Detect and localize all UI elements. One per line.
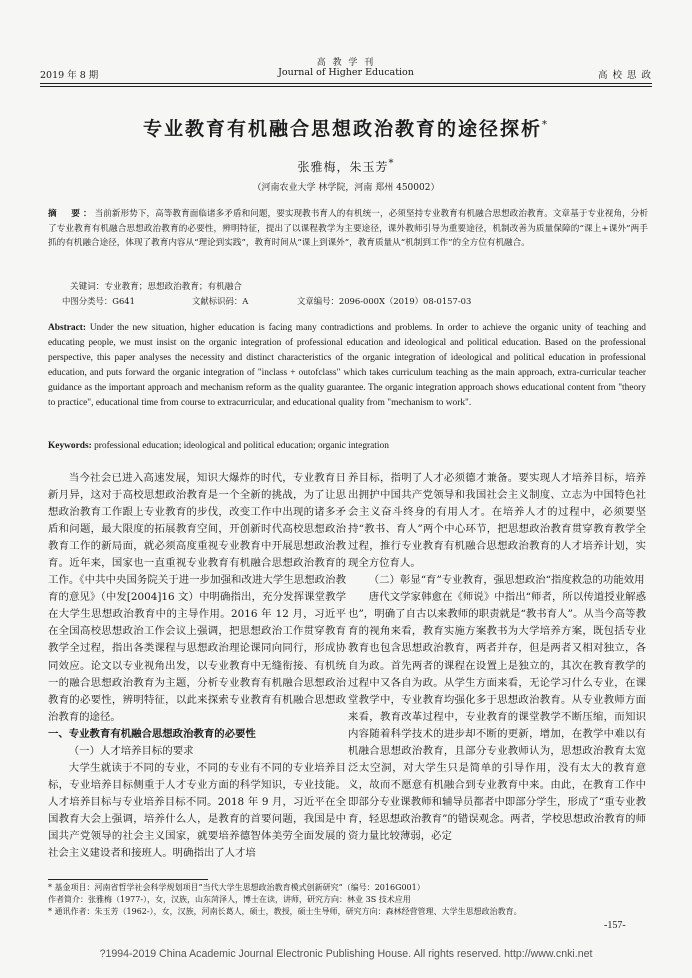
abstract-label-cn: 摘 要： <box>48 209 95 219</box>
section-heading: 一、专业教育有机融合思想政治教育的必要性 <box>48 727 256 740</box>
chinese-abstract <box>48 207 648 251</box>
header-rule-thin <box>40 86 652 87</box>
keywords-text-en: professional education; ideological and political education; organic integration <box>91 441 389 451</box>
abstract-label-en: Abstract: <box>48 323 87 333</box>
running-header <box>40 67 652 81</box>
journal-name-cn: 高 教 学 刊 <box>316 58 376 68</box>
body-paragraph: 养目标，指明了人才必须德才兼备。要实现人才培养目标，培养出拥护中国共产党领导和我国社会主义制度、立志为中国特色社会主义奋斗终身的有用人才。在培养人才的过程中，必须要坚持“教书、育人”两个中心环节，把思想政治教育贯穿教育教学全过程，推行专业教育有机融合思想政治教育的人才培养计划，实现全方位育人。 <box>348 472 646 570</box>
subsection-heading: （一）人才培养目标的要求 <box>68 744 194 757</box>
article-number: 文章编号：2096-000X（2019）08-0157-03 <box>297 296 472 306</box>
footnote-author: 作者简介：张雅梅（1977-），女，汉族，山东菏泽人，博士在读，讲师，研究方向：林业 3S 技术应用 <box>48 894 411 904</box>
article-title <box>0 114 692 141</box>
footnote-corresponding: * 通讯作者：朱玉芳（1962-），女，汉族，河南长葛人，硕士，教授，硕士生导师，研究方向：森林经营管理、大学生思想政治教育。 <box>48 906 522 916</box>
document-code: 文献标识码：A <box>192 296 249 306</box>
keywords-label-en: Keywords: <box>48 441 92 451</box>
title-text: 专业教育有机融合思想政治教育的途径探析 <box>142 118 542 140</box>
body-column-left <box>48 470 346 862</box>
body-column-right <box>348 470 646 845</box>
author-line <box>0 158 692 175</box>
header-rule-thick <box>40 83 652 84</box>
issue-label: 2019 年 8 期 <box>40 70 99 81</box>
author-footnote-mark: * <box>388 158 395 169</box>
abstract-text-cn: 当前新形势下，高等教育面临诸多矛盾和问题，要实现教书育人的有机统一，必须坚持专业教育有机融合思想政治教育。文章基于专业视角，分析了专业教育有机融合思想政治教育的必要性，辨明特征，提出了以课程教学为主要途径，课外教师引导为重要途径，机制改善为质量保障的“课上+课外”两手抓的有机融合途径，体现了教育内容从“理论到实践”，教育时间从“课上到课外”，教育质量从“机制到工作”的全方位有机融合。 <box>48 209 648 249</box>
column-label: 高 校 思 政 <box>597 70 652 81</box>
body-paragraph: 当今社会已进入高速发展，知识大爆炸的时代，专业教育日新月异，这对于高校思想政治教育是一个全新的挑战，为了让思想政治教育工作跟上专业教育的步伐，改变工作中出现的诸多矛盾和问题，最大限度的拓展教育空间，开创新时代高校思想政治教育工作的新局面，就必须高度重视专业教育中开展思想政治教育。近年来，国家也一直重视专业教育有机融合思想政治教育的工作。《中共中央国务院关于进一步加强和改进大学生思想政治教育的意见》（中发[2004]16 文）中明确指出，充分发挥课堂教学在大学生思想政治教育中的主导作用。2016 年 12 月，习近平在全国高校思想政治工作会议上强调，把思想政治工作贯穿教育教学全过程，指出各类课程与思想政治理论课同向同行，形成协同效应。论文以专业视角出发，以专业教育中无缝衔接、有机统一的融合思想政治教育为主题，分析专业教育有机融合思想政治教育的必要性，辨明特征，以此来探索专业教育有机融合思想政治教育的途径。 <box>48 472 346 723</box>
english-keywords <box>48 441 646 451</box>
journal-name-en: Journal of Higher Education <box>278 67 414 78</box>
title-footnote-mark: * <box>542 119 549 131</box>
body-paragraph: 大学生就读于不同的专业，不同的专业有不同的专业培养目标，专业培养目标侧重于人才专业方面的科学知识，专业技能。人才培养目标与专业培养目标不同。2018 年 9 月，习近平在全国教育大会上强调，培养什么人，是教育的首要问题，我国是中国共产党领导的社会主义国家，就要培养德智体美劳全面发展的社会主义建设者和接班人。明确指出了人才培 <box>48 761 346 860</box>
page-number: -157- <box>604 920 626 931</box>
clc-number: 中图分类号：G641 <box>62 296 135 306</box>
body-paragraph: 唐代文学家韩愈在《师说》中指出“师者，所以传道授业解惑也”，明确了自古以来教师的职责就是“教书育人”。从当今高等教育的视角来看，教育实施方案教书为大学培养方案，既包括专业教育也包含思想政治教育，两者并存，但是两者又相对独立，各自为政。首先两者的课程在设置上是独立的，其次在教育教学的过程中又各自为政。从学生方面来看，无论学习什么专业，在课堂教学中，专业教育均强化多于思想政治教育。从专业教师方面来看，教育改革过程中，专业教育的课堂教学不断压缩，而知识内容随着科学技术的进步却不断的更新，增加，在教学中难以有机融合思想政治教育，且部分专业教师认为，思想政治教育太宽泛太空洞，对大学生只是简单的引导作用，没有太大的教育意义，故而不愿意有机融合到专业教育中来。由此，在教育工作中即部分专业课教师和辅导员都者中即部分学生，形成了“重专业教育，轻思想政治教育”的错误观念。两者，学校思想政治教育的师资力量比较薄弱，必定 <box>348 591 646 842</box>
publisher-banner: ?1994-2019 China Academic Journal Electronic Publishing House. All rights reserved. http://www.cnki.net <box>99 948 593 960</box>
affiliation: （河南农业大学 林学院，河南 郑州 450002） <box>252 183 440 193</box>
subsection-heading: （二）彰显“育”专业教育，强思想政治“指度救急的功能效用 <box>368 574 645 587</box>
footnote-funding: * 基金项目：河南省哲学社会科学规划项目“当代大学生思想政治教育模式创新研究”（编号：2016G001） <box>48 883 425 892</box>
footnote-rule <box>48 879 208 880</box>
english-abstract <box>48 321 646 410</box>
keywords-cn: 关键词：专业教育；思想政治教育；有机融合 <box>70 282 242 292</box>
author-names: 张雅梅，朱玉芳 <box>297 160 389 174</box>
footnotes <box>48 882 648 917</box>
abstract-text-en: Under the new situation, higher education is facing many contradictions and problems. In order to achieve the organic unity of teaching and educating people, we must insist on the organic integration of professional education and ideological and political education. Based on the professional perspective, this paper analyses the necessity and distinct characteristics of the organic integration of ideological and political education in professional education, and puts forward the organic integration of "inclass + outofclass" which takes curriculum teaching as the main approach, extra-curricular teacher guidance as the important approach and mechanism reform as the quality guarantee. The organic integration approach shows educational content from "theory to practice", educational time from course to extracurricular, and educational quality from "mechanism to work". <box>48 323 646 408</box>
